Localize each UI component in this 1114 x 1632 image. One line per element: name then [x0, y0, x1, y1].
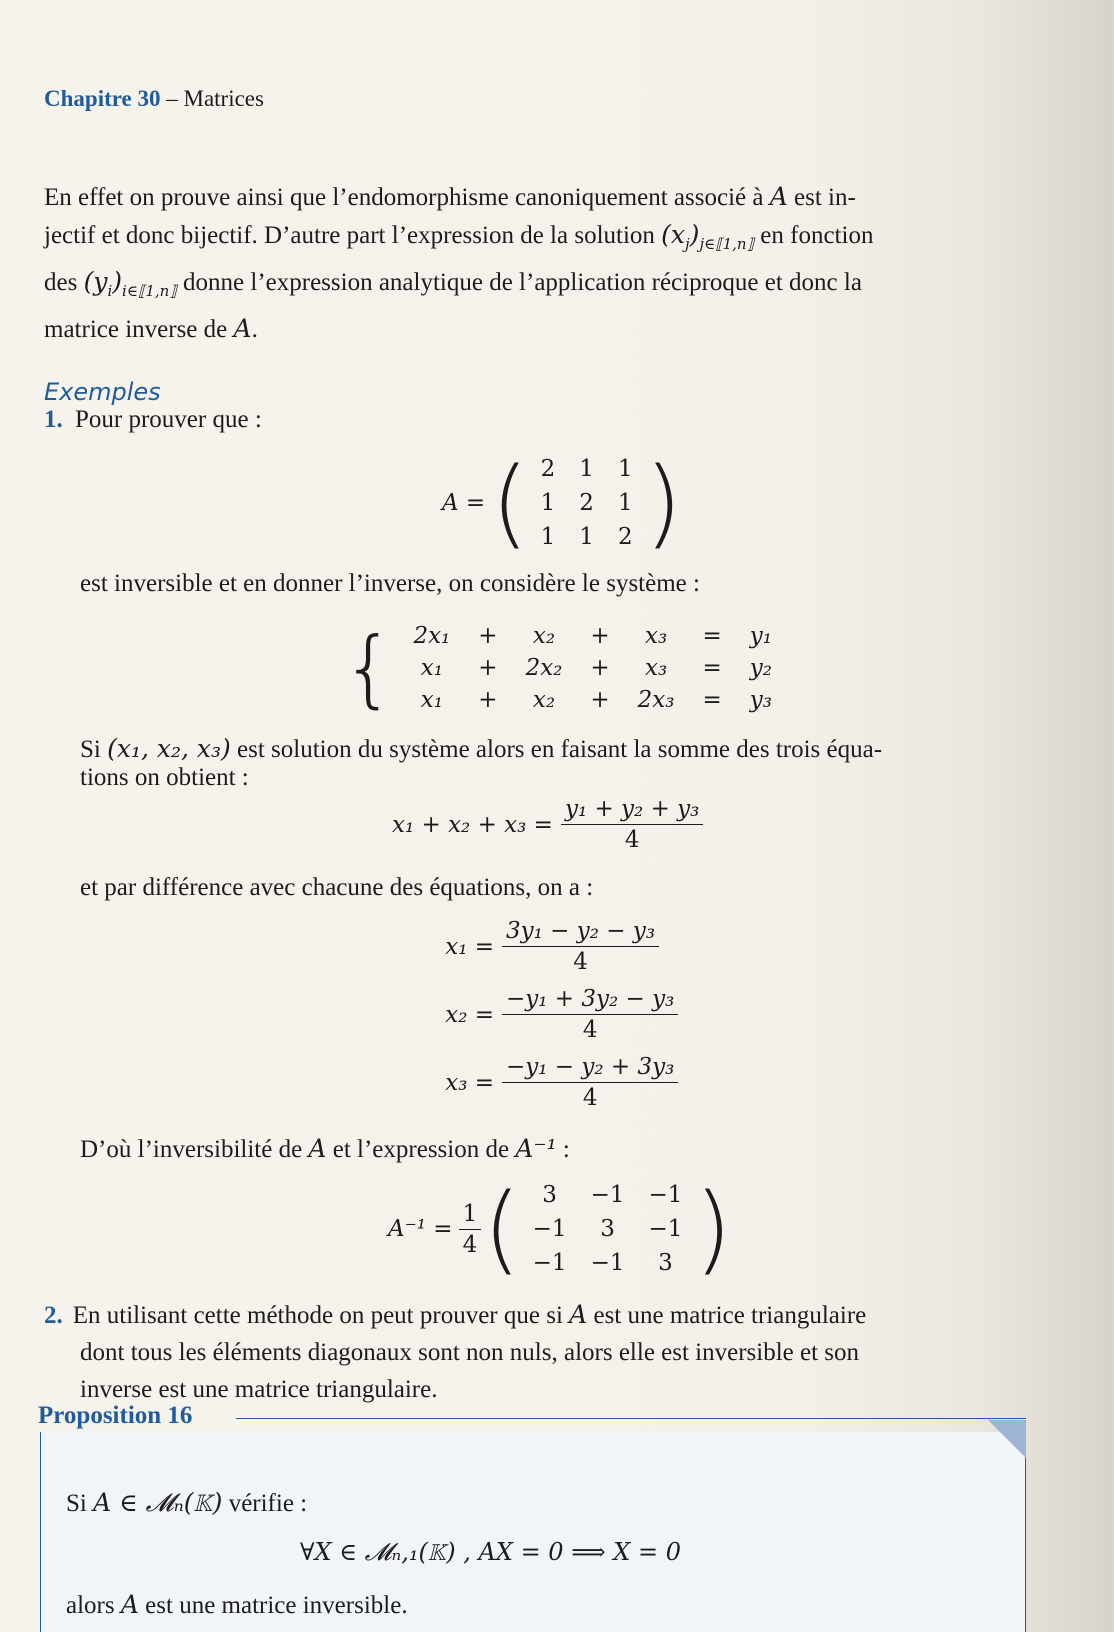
fraction-numerator: y₁ + y₂ + y₃ — [561, 796, 703, 825]
example-1-text: Pour prouver que : — [75, 406, 262, 433]
x3-fraction — [502, 1054, 678, 1111]
matrix-cell: 2 — [579, 490, 594, 516]
matrix-cell: −1 — [648, 1216, 683, 1242]
x2-fraction — [502, 986, 678, 1043]
inverse-matrix-body — [521, 1178, 695, 1280]
proposition-title: Proposition 16 — [38, 1402, 193, 1429]
examples-heading: Exemples — [44, 378, 161, 406]
proposition-line-3 — [66, 1590, 408, 1620]
system-term: x₁ — [420, 687, 443, 713]
proposition-corner-marker — [988, 1420, 1026, 1458]
fraction-denominator: 4 — [573, 949, 588, 975]
right-paren: ) — [694, 1173, 732, 1285]
system-term: 2x₁ — [413, 623, 451, 649]
system-term: 2x₂ — [525, 655, 563, 681]
header-separator: – — [160, 86, 184, 111]
example-number: 2. — [44, 1302, 63, 1329]
matrix-cell: −1 — [590, 1250, 625, 1276]
body-text: tions on obtient : — [80, 764, 249, 791]
math-triplet: (x₁, x₂, x₃) — [107, 734, 231, 763]
example-1-system-intro: est inversible et en donner l’inverse, on considère le système : — [80, 570, 700, 597]
math-A: A — [120, 1590, 139, 1619]
linear-system — [342, 620, 786, 716]
math-A-inverse: A⁻¹ — [515, 1134, 557, 1163]
matrix-cell: −1 — [532, 1250, 567, 1276]
system-op: + — [590, 655, 610, 681]
body-text: Si — [66, 1490, 94, 1517]
system-term: x₂ — [532, 687, 556, 713]
inverse-matrix — [483, 1173, 732, 1285]
body-text: inverse est une matrice triangulaire. — [80, 1376, 438, 1403]
math-membership: A ∈ 𝓜ₙ(𝕂) — [93, 1488, 223, 1517]
equation-lhs: x₁ + x₂ + x₃ = — [392, 811, 553, 838]
matrix-cell: 3 — [600, 1216, 615, 1242]
inverse-lhs: A⁻¹ = — [388, 1216, 453, 1242]
system-op: + — [478, 687, 498, 713]
system-term: x₃ — [644, 655, 668, 681]
system-op: + — [590, 687, 610, 713]
intro-text: matrice inverse de — [44, 316, 234, 343]
intro-paragraph — [44, 178, 1034, 348]
example-1-intro — [44, 406, 262, 434]
math-xj: $(x_j)_{j\in⟦1,n⟧}$ — [661, 220, 755, 253]
body-text: vérifie : — [222, 1490, 308, 1517]
matrix-cell: −1 — [532, 1216, 567, 1242]
matrix-cell: 1 — [540, 524, 556, 550]
fraction-denominator: 4 — [582, 1085, 598, 1111]
matrix-A — [491, 447, 683, 559]
matrix-cell: −1 — [590, 1182, 625, 1208]
example-1-inverse-text — [80, 1134, 570, 1164]
system-term: x₂ — [532, 623, 556, 649]
body-text: est solution du système alors en faisant la somme des trois équa- — [230, 736, 883, 763]
equation-lhs: x₂ = — [445, 1001, 494, 1028]
intro-text: est in- — [787, 184, 856, 211]
matrix-cell: 1 — [540, 490, 556, 516]
system-brace: { — [342, 619, 396, 717]
example-1-difference-text: et par différence avec chacune des équations, on a : — [80, 874, 594, 901]
sum-equation — [392, 796, 703, 853]
matrix-cell: 2 — [617, 524, 633, 550]
math-A: A — [233, 314, 252, 343]
x2-equation — [432, 986, 678, 1043]
equation-lhs: x₁ = — [445, 933, 494, 960]
chapter-subject: Matrices — [183, 86, 264, 111]
body-text: est une matrice triangulaire — [587, 1302, 867, 1329]
system-term: y₃ — [749, 687, 772, 713]
intro-text: donne l’expression analytique de l’application réciproque et donc la — [176, 269, 862, 296]
fraction-denominator: 4 — [462, 1231, 478, 1258]
matrix-cell: 1 — [617, 456, 633, 482]
math-yi: $(y_i)_{i\in⟦1,n⟧}$ — [83, 267, 177, 300]
body-text: et l’expression de — [326, 1136, 516, 1163]
running-header — [44, 86, 264, 112]
math-A: A — [308, 1134, 327, 1163]
equation-lhs: x₃ = — [445, 1069, 494, 1096]
system-term: y₂ — [749, 655, 772, 681]
matrix-cell: 1 — [579, 524, 594, 550]
intro-line-1 — [44, 178, 1034, 216]
system-op: + — [478, 655, 498, 681]
body-text: est une matrice inversible. — [138, 1592, 408, 1619]
system-op: = — [702, 623, 722, 649]
system-op: + — [590, 623, 610, 649]
matrix-cell: 2 — [540, 456, 556, 482]
sum-fraction — [561, 796, 703, 853]
fraction-numerator: 1 — [459, 1201, 482, 1230]
x3-equation — [432, 1054, 678, 1111]
matrix-cell: 1 — [579, 456, 594, 482]
system-op: + — [478, 623, 498, 649]
x1-fraction — [502, 918, 659, 975]
system-term: x₃ — [644, 623, 668, 649]
body-text: En utilisant cette méthode on peut prouver que si — [72, 1302, 570, 1329]
intro-text: jectif et donc bijectif. D’autre part l’expression de la solution — [44, 222, 662, 249]
fraction-denominator: 4 — [624, 827, 640, 853]
system-equations — [399, 620, 786, 716]
body-text: dont tous les éléments diagonaux sont non nuls, alors elle est inversible et son — [80, 1339, 860, 1366]
example-number: 1. — [44, 406, 63, 433]
intro-text: En effet on prouve ainsi que l’endomorphisme canoniquement associé à — [44, 184, 770, 211]
fraction-numerator: 3y₁ − y₂ − y₃ — [502, 918, 659, 947]
math-A: A — [769, 182, 788, 211]
intro-line-3 — [44, 263, 1034, 310]
example-1-sum-text — [80, 734, 1030, 792]
math-A: A — [569, 1300, 588, 1329]
proposition-line-1 — [66, 1488, 307, 1518]
system-term: x₁ — [420, 655, 443, 681]
matrix-A-body — [529, 452, 645, 554]
left-paren: ( — [491, 447, 529, 559]
proposition-rule — [236, 1418, 1026, 1419]
intro-text: . — [251, 316, 258, 343]
body-text: : — [556, 1136, 570, 1163]
fraction-denominator: 4 — [582, 1017, 598, 1043]
body-text: alors — [66, 1592, 121, 1619]
inverse-matrix-display — [388, 1173, 732, 1285]
example-2 — [44, 1296, 1034, 1408]
matrix-cell: 3 — [542, 1182, 557, 1208]
system-op: = — [702, 687, 722, 713]
matrix-cell: −1 — [648, 1182, 683, 1208]
intro-text: des — [44, 269, 84, 296]
system-term: y₁ — [749, 623, 772, 649]
body-text: Si — [80, 736, 108, 763]
intro-line-2 — [44, 216, 1034, 263]
intro-line-4 — [44, 310, 1034, 348]
inverse-coefficient — [459, 1201, 482, 1258]
intro-text: en fonction — [754, 222, 874, 249]
proposition-formula: ∀X ∈ 𝓜ₙ,₁(𝕂) , AX = 0 ⟹ X = 0 — [300, 1538, 681, 1566]
matrix-cell: 3 — [658, 1250, 673, 1276]
matrix-A-label: A = — [442, 490, 486, 516]
matrix-cell: 1 — [617, 490, 633, 516]
left-paren: ( — [483, 1173, 521, 1285]
x1-equation — [432, 918, 659, 975]
fraction-numerator: −y₁ − y₂ + 3y₃ — [502, 1054, 678, 1083]
system-term: 2x₃ — [637, 687, 675, 713]
matrix-A-display — [442, 447, 683, 559]
fraction-numerator: −y₁ + 3y₂ − y₃ — [502, 986, 678, 1015]
chapter-number: Chapitre 30 — [44, 86, 161, 111]
right-paren: ) — [644, 447, 683, 559]
body-text: D’où l’inversibilité de — [80, 1136, 309, 1163]
system-op: = — [702, 655, 722, 681]
